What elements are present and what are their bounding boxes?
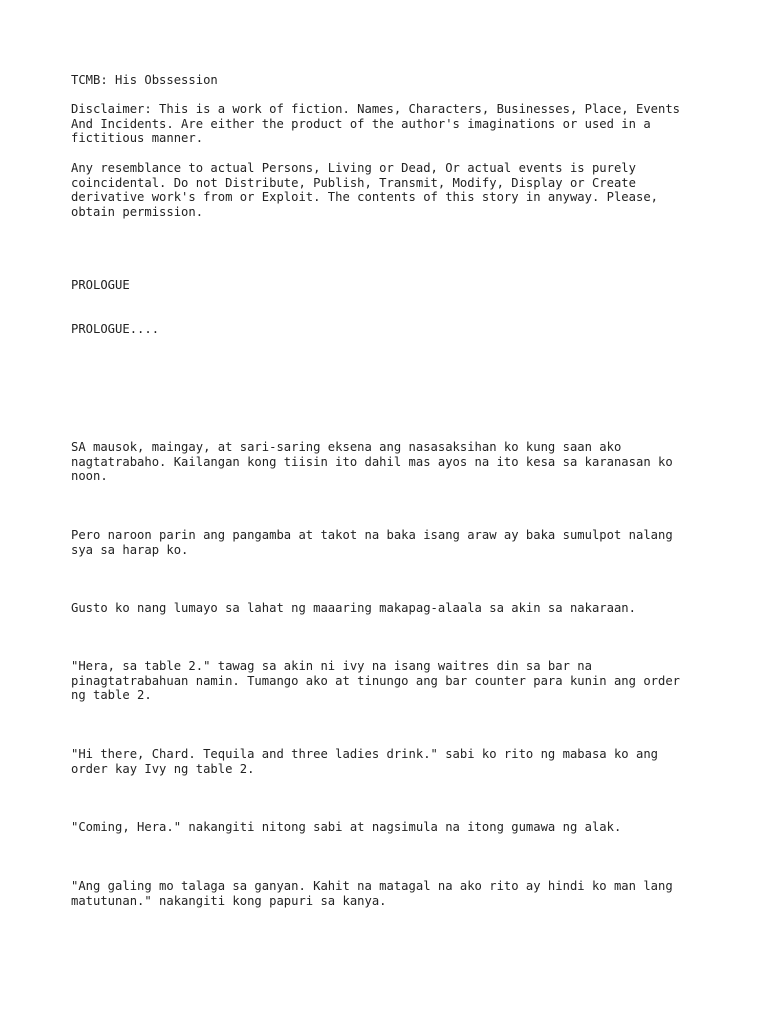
resemblance-paragraph: Any resemblance to actual Persons, Living or Dead, Or actual events is purely coincidental. Do not Distribute, Publish, Transmit, Modify, Display or Create derivative work's from or Exploit. The contents of this story in anyway. Please, obtain permission. — [71, 161, 658, 219]
story-paragraph: "Hi there, Chard. Tequila and three ladies drink." sabi ko rito ng mabasa ko ang order kay Ivy ng table 2. — [71, 747, 658, 776]
document-title: TCMB: His Obssession — [71, 73, 218, 87]
story-paragraph: Gusto ko nang lumayo sa lahat ng maaaring makapag-alaala sa akin sa nakaraan. — [71, 601, 636, 615]
story-paragraph: "Coming, Hera." nakangiti nitong sabi at nagsimula na itong gumawa ng alak. — [71, 820, 622, 834]
prologue-subheading: PROLOGUE.... — [71, 322, 160, 336]
disclaimer-paragraph: Disclaimer: This is a work of fiction. Names, Characters, Businesses, Place, Events And Incidents. Are either the product of the author's imaginations or used in a fictitious manner. — [71, 102, 681, 146]
prologue-heading: PROLOGUE — [71, 278, 130, 292]
story-paragraph: "Ang galing mo talaga sa ganyan. Kahit na matagal na ako rito ay hindi ko man lang matutunan." nakangiti kong papuri sa kanya. — [71, 879, 673, 908]
story-paragraph: Pero naroon parin ang pangamba at takot na baka isang araw ay baka sumulpot nalang sya sa harap ko. — [71, 528, 673, 557]
story-paragraph: SA mausok, maingay, at sari-saring eksena ang nasasaksihan ko kung saan ako nagtatrabaho. Kailangan kong tiisin ito dahil mas ayos na ito kesa sa karanasan ko noon. — [71, 440, 673, 484]
story-paragraph: "Hera, sa table 2." tawag sa akin ni ivy na isang waitres din sa bar na pinagtatrabahuan namin. Tumango ako at tinungo ang bar counter para kunin ang order ng table 2. — [71, 659, 681, 703]
